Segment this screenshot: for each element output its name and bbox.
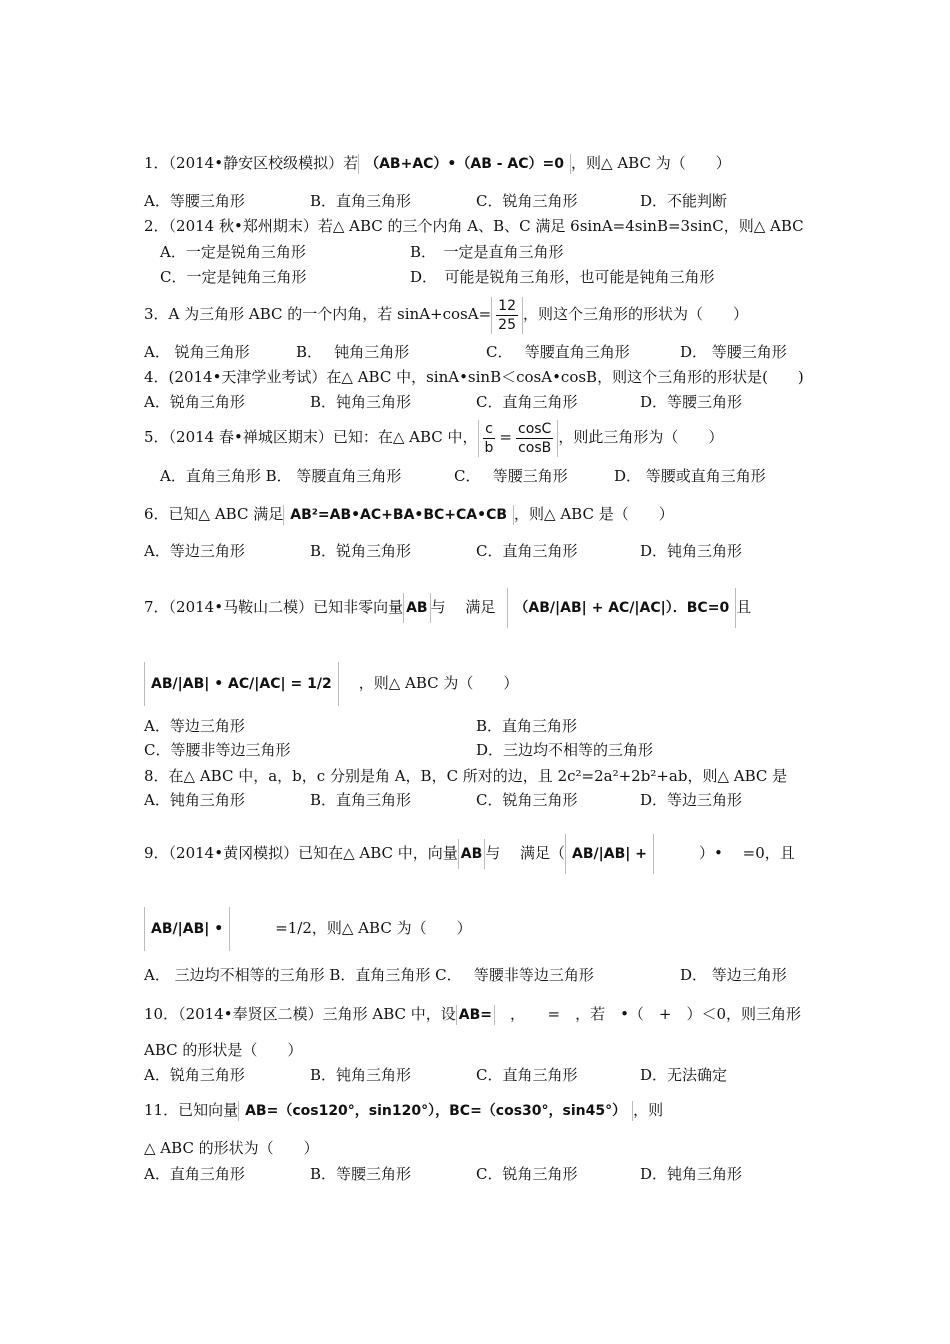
q6-formula: AB²=AB•AC+BA•BC+CA•CB xyxy=(283,505,514,525)
q7-option-c: C．等腰非等边三角形 xyxy=(144,741,291,759)
q10-option-a: A．锐角三角形 xyxy=(144,1066,245,1084)
q3-option-b: B． 钝角三角形 xyxy=(296,343,410,361)
q6-option-c: C．直角三角形 xyxy=(476,542,578,560)
q3-option-d: D． 等腰三角形 xyxy=(680,343,787,361)
q7-mid: 与 满足 xyxy=(430,598,496,616)
question-3-stem xyxy=(144,295,748,334)
q7-formula: （AB/|AB| + AC/|AC|）．BC=0 xyxy=(507,588,736,628)
q1-option-d: D．不能判断 xyxy=(640,192,728,210)
q8-option-b: B．直角三角形 xyxy=(310,791,412,809)
q11-option-c: C．锐角三角形 xyxy=(476,1165,578,1183)
q10-tail: ， = ，若 •（ + ）＜0，则三角形 xyxy=(495,1005,802,1023)
q7-tail: 且 xyxy=(736,598,752,616)
q9-vector-ab: AB xyxy=(458,839,486,869)
q7-line2-tail: ，则△ ABC 为（ ） xyxy=(358,674,519,692)
q10-option-b: B．钝角三角形 xyxy=(310,1066,412,1084)
q9-option-d: D． 等边三角形 xyxy=(680,966,787,984)
q6-option-a: A．等边三角形 xyxy=(144,542,245,560)
q10-vector-ab: AB= xyxy=(456,1005,495,1025)
q11-option-a: A．直角三角形 xyxy=(144,1165,245,1183)
q1-text: 1．（2014•静安区校级模拟）若 xyxy=(144,154,359,172)
q5-left-denominator: b xyxy=(484,439,494,456)
q4-option-d: D．等腰三角形 xyxy=(640,393,743,411)
q1-formula: （AB+AC）•（AB - AC）=0 xyxy=(358,154,571,174)
q3-denominator: 25 xyxy=(498,316,516,333)
q5-equals: = xyxy=(499,428,512,446)
q5-fraction-left xyxy=(478,420,500,457)
q5-text: 5．（2014 春•禅城区期末）已知：在△ ABC 中， xyxy=(144,428,478,446)
question-5-stem xyxy=(144,418,723,457)
q9-formula-2: AB/|AB| • xyxy=(144,907,230,951)
q5-right-numerator: cosC xyxy=(518,420,552,437)
q4-option-a: A．锐角三角形 xyxy=(144,393,245,411)
q6-option-d: D．钝角三角形 xyxy=(640,542,743,560)
q3-option-c: C． 等腰直角三角形 xyxy=(486,343,630,361)
q8-option-c: C．锐角三角形 xyxy=(476,791,578,809)
q2-option-c: C．一定是钝角三角形 xyxy=(160,268,307,286)
q10-option-d: D．无法确定 xyxy=(640,1066,728,1084)
q10-text: 10．（2014•奉贤区二模）三角形 ABC 中，设 xyxy=(144,1005,456,1023)
question-9-stem xyxy=(144,834,795,874)
q4-option-c: C．直角三角形 xyxy=(476,393,578,411)
q7-formula-2: AB/|AB| • AC/|AC| = 1/2 xyxy=(144,662,339,706)
q6-text: 6．已知△ ABC 满足 xyxy=(144,505,284,523)
q6-option-b: B．锐角三角形 xyxy=(310,542,412,560)
question-1-stem xyxy=(144,153,731,174)
q9-option-abc: A． 三边均不相等的三角形 B．直角三角形 C． 等腰非等边三角形 xyxy=(144,966,594,984)
q11-option-b: B．等腰三角形 xyxy=(310,1165,412,1183)
q9-mid: 与 满足（ xyxy=(485,844,566,862)
question-2-stem: 2．（2014 秋•郑州期末）若△ ABC 的三个内角 A、B、C 满足 6sinA=4sinB=3sinC，则△ ABC xyxy=(144,217,804,235)
question-4-stem: 4．(2014•天津学业考试）在△ ABC 中，sinA•sinB＜cosA•cosB，则这个三角形的形状是( ) xyxy=(144,368,804,386)
q3-fraction xyxy=(491,297,523,334)
q7-option-b: B．直角三角形 xyxy=(476,717,578,735)
question-11-stem xyxy=(144,1100,663,1121)
question-10-stem xyxy=(144,1004,801,1025)
q11-option-d: D．钝角三角形 xyxy=(640,1165,743,1183)
q5-tail: ，则此三角形为（ ） xyxy=(558,428,724,446)
q5-option-ab: A．直角三角形 B． 等腰直角三角形 xyxy=(160,467,402,485)
q9-text: 9．（2014•黄冈模拟）已知在△ ABC 中，向量 xyxy=(144,844,458,862)
question-9-line2 xyxy=(144,907,472,951)
q11-text: 11．已知向量 xyxy=(144,1101,239,1119)
q2-option-d: D． 可能是锐角三角形，也可能是钝角三角形 xyxy=(410,268,715,286)
q1-option-a: A．等腰三角形 xyxy=(144,192,245,210)
q1-tail: ，则△ ABC 为（ ） xyxy=(571,154,731,172)
q8-option-d: D．等边三角形 xyxy=(640,791,743,809)
q5-option-c: C． 等腰三角形 xyxy=(454,467,568,485)
q3-tail: ，则这个三角形的形状为（ ） xyxy=(522,305,748,323)
q5-right-denominator: cosB xyxy=(518,439,552,456)
q7-option-d: D．三边均不相等的三角形 xyxy=(476,741,654,759)
q7-vector-ab: AB xyxy=(403,593,431,623)
q6-tail: ，则△ ABC 是（ ） xyxy=(514,505,674,523)
q7-option-a: A．等边三角形 xyxy=(144,717,245,735)
q8-option-a: A．钝角三角形 xyxy=(144,791,245,809)
q3-numerator: 12 xyxy=(498,297,516,314)
question-10-line2: ABC 的形状是（ ） xyxy=(144,1041,303,1059)
q2-option-a: A．一定是锐角三角形 xyxy=(160,243,306,261)
q11-tail: ，则 xyxy=(633,1101,664,1119)
question-11-line2: △ ABC 的形状为（ ） xyxy=(144,1139,319,1157)
q2-option-b: B． 一定是直角三角形 xyxy=(410,243,564,261)
question-7-line2 xyxy=(144,662,518,706)
question-7-stem xyxy=(144,588,751,628)
q10-option-c: C．直角三角形 xyxy=(476,1066,578,1084)
question-6-stem xyxy=(144,504,674,525)
q3-option-a: A． 锐角三角形 xyxy=(144,343,250,361)
question-8-stem: 8．在△ ABC 中，a，b，c 分别是角 A，B，C 所对的边，且 2c²=2a²+2b²+ab，则△ ABC 是 xyxy=(144,767,788,785)
q5-fraction-right xyxy=(512,420,558,457)
q3-text: 3．A 为三角形 ABC 的一个内角，若 sinA+cosA= xyxy=(144,305,492,323)
q9-formula: AB/|AB| + xyxy=(565,834,654,874)
q4-option-b: B．钝角三角形 xyxy=(310,393,412,411)
q1-option-b: B．直角三角形 xyxy=(310,192,412,210)
q11-formula: AB=（cos120°，sin120°），BC=（cos30°，sin45°） xyxy=(238,1101,633,1121)
q9-tail: ）• =0，且 xyxy=(654,844,795,862)
q5-option-d: D． 等腰或直角三角形 xyxy=(614,467,766,485)
q1-option-c: C．锐角三角形 xyxy=(476,192,578,210)
q7-text: 7．（2014•马鞍山二模）已知非零向量 xyxy=(144,598,404,616)
q9-line2-tail: =1/2，则△ ABC 为（ ） xyxy=(230,919,472,937)
q5-left-numerator: c xyxy=(483,420,496,439)
